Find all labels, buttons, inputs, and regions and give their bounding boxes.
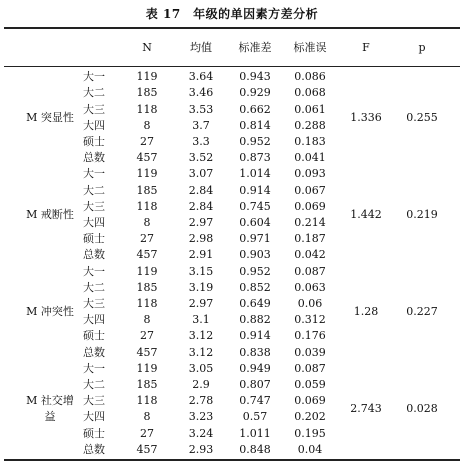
- grade-label: 大一: [83, 264, 105, 278]
- cell-se: 0.068: [294, 86, 326, 100]
- cell-sd: 0.848: [239, 442, 271, 456]
- cell-mean: 2.84: [188, 199, 214, 213]
- cell-se: 0.039: [294, 345, 326, 359]
- cell-F: 2.743: [350, 402, 382, 416]
- cell-n: 119: [136, 167, 158, 181]
- cell-sd: 0.814: [239, 118, 271, 132]
- cell-mean: 3.12: [188, 345, 214, 359]
- cell-mean: 3.1: [192, 313, 210, 327]
- grade-label: 总数: [83, 151, 105, 165]
- cell-sd: 0.929: [239, 86, 271, 100]
- cell-se: 0.312: [294, 313, 326, 327]
- cell-mean: 3.19: [188, 280, 214, 294]
- cell-se: 0.063: [294, 280, 326, 294]
- cell-p: 0.255: [406, 110, 438, 124]
- cell-se: 0.288: [294, 118, 326, 132]
- cell-sd: 0.952: [239, 264, 271, 278]
- cell-sd: 0.882: [239, 313, 271, 327]
- cell-sd: 0.852: [239, 280, 271, 294]
- cell-p: 0.219: [406, 207, 438, 221]
- cell-mean: 2.93: [188, 442, 214, 456]
- cell-mean: 2.91: [188, 248, 214, 262]
- cell-se: 0.187: [294, 232, 326, 246]
- cell-n: 8: [143, 215, 151, 229]
- cell-sd: 0.649: [239, 296, 271, 310]
- grade-label: 大二: [83, 183, 105, 197]
- cell-se: 0.04: [297, 442, 323, 456]
- grade-label: 大一: [83, 70, 105, 84]
- cell-sd: 1.011: [239, 426, 271, 440]
- cell-n: 27: [140, 232, 154, 246]
- grade-label: 大四: [83, 410, 105, 424]
- cell-F: 1.28: [353, 305, 379, 318]
- cell-se: 0.041: [294, 151, 326, 165]
- grade-label: 大二: [83, 280, 105, 294]
- cell-se: 0.067: [294, 183, 326, 197]
- group-label: M 冲突性: [26, 305, 74, 318]
- cell-sd: 0.903: [239, 248, 271, 262]
- header-F: F: [362, 41, 370, 54]
- cell-sd: 0.949: [239, 361, 271, 375]
- grade-label: 大二: [83, 377, 105, 391]
- cell-se: 0.042: [294, 248, 326, 262]
- cell-n: 118: [136, 102, 158, 116]
- cell-n: 27: [140, 329, 154, 343]
- cell-mean: 3.23: [188, 410, 214, 424]
- cell-n: 185: [136, 86, 158, 100]
- grade-label: 硕士: [83, 329, 105, 343]
- cell-n: 119: [136, 264, 158, 278]
- cell-se: 0.069: [294, 394, 326, 408]
- cell-se: 0.202: [294, 410, 326, 424]
- grade-label: 总数: [83, 345, 105, 359]
- cell-mean: 3.24: [188, 426, 214, 440]
- cell-n: 119: [136, 361, 158, 375]
- cell-F: 1.442: [350, 207, 382, 221]
- cell-se: 0.061: [294, 102, 326, 116]
- cell-n: 457: [136, 442, 158, 456]
- cell-sd: 0.807: [239, 377, 271, 391]
- cell-mean: 3.7: [192, 118, 210, 132]
- cell-n: 185: [136, 377, 158, 391]
- cell-se: 0.176: [294, 329, 326, 343]
- cell-mean: 2.97: [188, 215, 214, 229]
- cell-se: 0.059: [294, 377, 326, 391]
- cell-n: 118: [136, 199, 158, 213]
- cell-mean: 3.07: [188, 167, 214, 181]
- cell-mean: 2.78: [188, 394, 214, 408]
- top-rule: [4, 27, 460, 29]
- grade-label: 大三: [83, 102, 105, 116]
- grade-label: 大二: [83, 86, 105, 100]
- cell-mean: 2.98: [188, 232, 214, 246]
- cell-n: 457: [136, 345, 158, 359]
- cell-se: 0.086: [294, 70, 326, 84]
- cell-se: 0.183: [294, 134, 326, 148]
- cell-n: 8: [143, 313, 151, 327]
- cell-se: 0.093: [294, 167, 326, 181]
- cell-n: 457: [136, 248, 158, 262]
- grade-label: 大一: [83, 167, 105, 181]
- grade-label: 硕士: [83, 134, 105, 148]
- cell-sd: 0.604: [239, 215, 271, 229]
- cell-mean: 3.53: [188, 102, 214, 116]
- cell-se: 0.069: [294, 199, 326, 213]
- cell-sd: 0.943: [239, 70, 271, 84]
- cell-n: 8: [143, 410, 151, 424]
- grade-label: 大四: [83, 313, 105, 327]
- cell-se: 0.195: [294, 426, 326, 440]
- cell-mean: 3.52: [188, 151, 214, 165]
- grade-label: 大三: [83, 296, 105, 310]
- group-label: M 突显性: [26, 110, 74, 124]
- cell-p: 0.028: [406, 402, 438, 416]
- cell-n: 119: [136, 70, 158, 84]
- cell-mean: 3.46: [188, 86, 214, 100]
- grade-label: 大三: [83, 394, 105, 408]
- cell-sd: 0.662: [239, 102, 271, 116]
- cell-F: 1.336: [350, 110, 382, 124]
- cell-n: 185: [136, 183, 158, 197]
- cell-n: 457: [136, 151, 158, 165]
- cell-sd: 0.747: [239, 394, 271, 408]
- cell-sd: 0.57: [242, 410, 268, 424]
- cell-n: 118: [136, 296, 158, 310]
- bottom-rule: [4, 459, 460, 461]
- cell-p: 0.227: [406, 305, 438, 318]
- cell-n: 185: [136, 280, 158, 294]
- cell-sd: 0.914: [239, 183, 271, 197]
- grade-label: 硕士: [83, 426, 105, 440]
- header-sd: 标准差: [238, 41, 272, 54]
- cell-n: 27: [140, 134, 154, 148]
- cell-mean: 3.05: [188, 361, 214, 375]
- cell-mean: 2.9: [192, 377, 210, 391]
- cell-sd: 0.745: [239, 199, 271, 213]
- cell-n: 27: [140, 426, 154, 440]
- cell-sd: 0.971: [239, 232, 271, 246]
- cell-sd: 0.952: [239, 134, 271, 148]
- group-label: M 社交增: [26, 394, 74, 408]
- cell-mean: 2.97: [188, 296, 214, 310]
- cell-sd: 0.838: [239, 345, 271, 359]
- grade-label: 大一: [83, 361, 105, 375]
- cell-se: 0.087: [294, 264, 326, 278]
- grade-label: 大四: [83, 215, 105, 229]
- grade-label: 总数: [83, 442, 105, 456]
- cell-se: 0.087: [294, 361, 326, 375]
- grade-label: 总数: [83, 248, 105, 262]
- cell-mean: 2.84: [188, 183, 214, 197]
- cell-sd: 1.014: [239, 167, 271, 181]
- group-label: 益: [44, 410, 56, 424]
- cell-sd: 0.914: [239, 329, 271, 343]
- grade-label: 大四: [83, 118, 105, 132]
- header-rule: [4, 66, 460, 67]
- cell-sd: 0.873: [239, 151, 271, 165]
- cell-mean: 3.64: [188, 70, 214, 84]
- cell-se: 0.06: [297, 296, 323, 310]
- cell-n: 118: [136, 394, 158, 408]
- header-se: 标准误: [293, 41, 327, 54]
- grade-label: 大三: [83, 199, 105, 213]
- group-label: M 戒断性: [26, 207, 74, 221]
- cell-mean: 3.15: [188, 264, 214, 278]
- cell-n: 8: [143, 118, 151, 132]
- cell-mean: 3.3: [192, 134, 210, 148]
- cell-mean: 3.12: [188, 329, 214, 343]
- table-title: 表 17 年级的单因素方差分析: [145, 7, 319, 21]
- grade-label: 硕士: [83, 232, 105, 246]
- cell-se: 0.214: [294, 215, 326, 229]
- header-n: N: [142, 41, 152, 54]
- header-p: p: [418, 41, 426, 54]
- header-mean: 均值: [190, 41, 212, 54]
